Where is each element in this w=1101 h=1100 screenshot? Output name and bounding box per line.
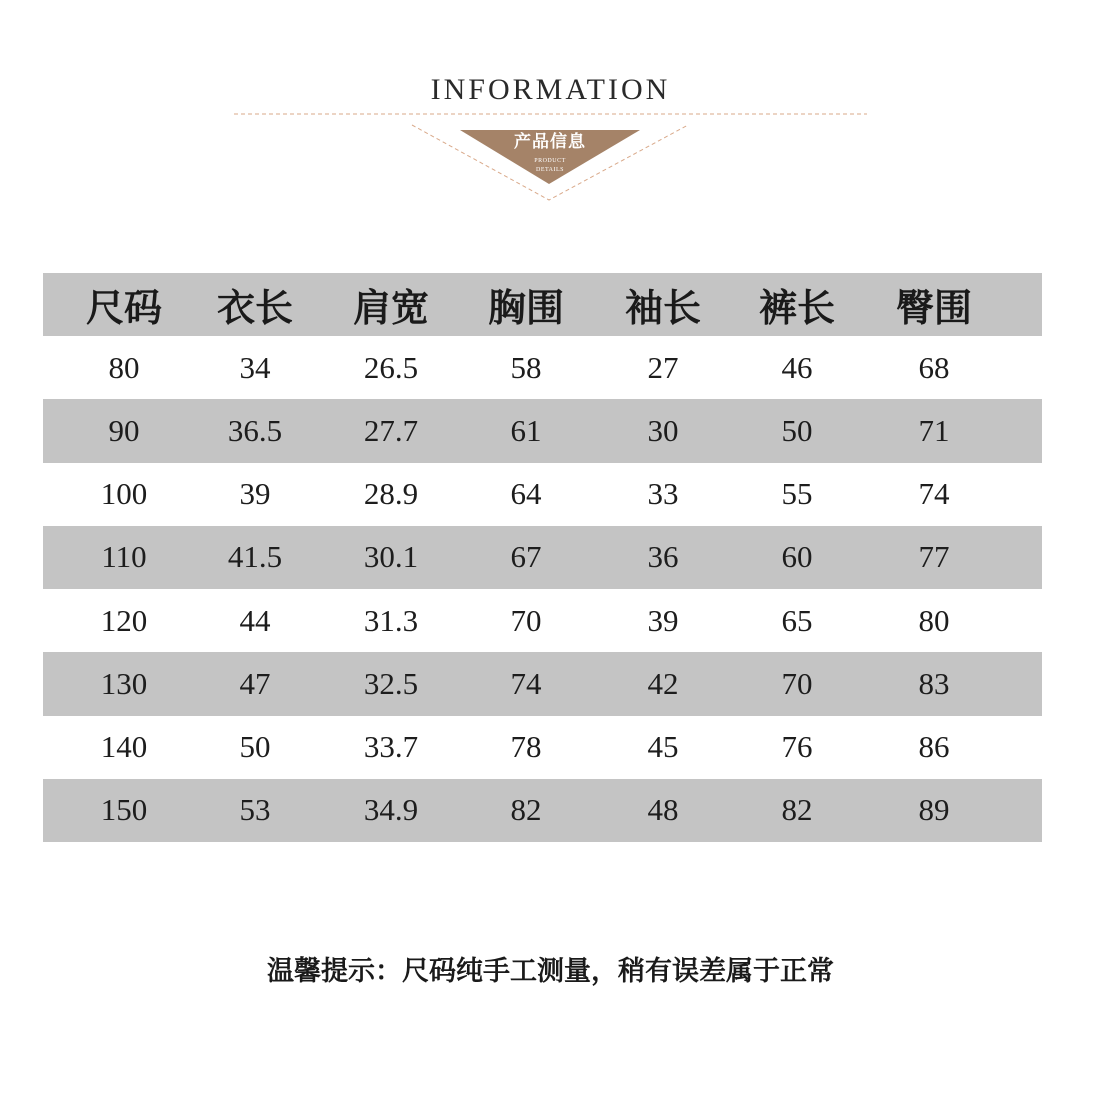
column-header-pants-length: 裤长 xyxy=(758,286,835,330)
table-cell: 90 xyxy=(108,412,140,448)
column-header-hip: 臀围 xyxy=(895,286,972,330)
table-header-row xyxy=(43,273,1042,336)
table-cell: 31.3 xyxy=(363,602,419,638)
badge-subtitle-line2: DETAILS xyxy=(535,167,564,173)
table-cell: 67 xyxy=(510,539,542,575)
table-cell: 110 xyxy=(101,539,147,575)
table-cell: 44 xyxy=(239,602,271,638)
table-row xyxy=(43,399,1042,462)
table-cell: 27.7 xyxy=(363,412,419,448)
header-title: INFORMATION xyxy=(430,73,671,106)
table-cell: 30.1 xyxy=(363,539,419,575)
table-cell: 48 xyxy=(647,792,679,828)
table-cell: 65 xyxy=(781,602,813,638)
table-cell: 74 xyxy=(510,665,542,701)
table-cell: 55 xyxy=(781,476,813,512)
badge-subtitle-line1: PRODUCT xyxy=(534,158,566,164)
column-header-size: 尺码 xyxy=(85,286,162,330)
table-cell: 53 xyxy=(239,792,271,828)
table-row xyxy=(43,336,1042,399)
table-cell: 70 xyxy=(510,602,542,638)
table-cell: 45 xyxy=(647,729,679,765)
table-cell: 150 xyxy=(100,792,148,828)
table-cell: 27 xyxy=(647,349,679,385)
table-row xyxy=(43,716,1042,779)
header-decoration xyxy=(0,105,1101,205)
table-cell: 50 xyxy=(781,412,813,448)
table-cell: 80 xyxy=(918,602,950,638)
table-cell: 64 xyxy=(510,476,542,512)
table-cell: 60 xyxy=(781,539,813,575)
table-cell: 78 xyxy=(510,729,542,765)
column-header-chest: 胸围 xyxy=(487,286,564,330)
column-header-shoulder: 肩宽 xyxy=(352,286,429,330)
table-cell: 77 xyxy=(918,539,950,575)
table-cell: 82 xyxy=(781,792,813,828)
table-cell: 120 xyxy=(100,602,148,638)
table-cell: 46 xyxy=(781,349,813,385)
table-cell: 32.5 xyxy=(363,665,419,701)
footer-note: 温馨提示：尺码纯手工测量，稍有误差属于正常 xyxy=(267,956,834,987)
table-cell: 42 xyxy=(647,665,679,701)
table-cell: 68 xyxy=(918,349,950,385)
table-cell: 70 xyxy=(781,665,813,701)
table-cell: 140 xyxy=(100,729,148,765)
table-cell: 33.7 xyxy=(363,729,419,765)
table-cell: 36 xyxy=(647,539,679,575)
table-cell: 76 xyxy=(781,729,813,765)
column-header-sleeve: 袖长 xyxy=(624,286,701,330)
table-cell: 58 xyxy=(510,349,542,385)
table-cell: 100 xyxy=(100,476,148,512)
table-cell: 28.9 xyxy=(363,476,419,512)
table-row xyxy=(43,589,1042,652)
table-cell: 34.9 xyxy=(363,792,419,828)
table-cell: 74 xyxy=(918,476,950,512)
size-table xyxy=(43,273,1042,842)
table-cell: 80 xyxy=(108,349,140,385)
table-cell: 47 xyxy=(239,665,271,701)
table-cell: 83 xyxy=(918,665,950,701)
table-row xyxy=(43,463,1042,526)
table-row xyxy=(43,652,1042,715)
table-cell: 130 xyxy=(100,665,148,701)
table-cell: 39 xyxy=(647,602,679,638)
table-row xyxy=(43,779,1042,842)
table-cell: 26.5 xyxy=(363,349,419,385)
table-cell: 30 xyxy=(647,412,679,448)
table-cell: 82 xyxy=(510,792,542,828)
table-cell: 36.5 xyxy=(227,412,283,448)
column-header-length: 衣长 xyxy=(216,286,293,330)
table-cell: 33 xyxy=(647,476,679,512)
table-cell: 39 xyxy=(239,476,271,512)
table-cell: 61 xyxy=(510,412,542,448)
table-cell: 34 xyxy=(239,349,271,385)
table-cell: 50 xyxy=(239,729,271,765)
table-cell: 71 xyxy=(918,412,950,448)
table-row xyxy=(43,526,1042,589)
badge-title: 产品信息 xyxy=(514,132,586,152)
table-cell: 86 xyxy=(918,729,950,765)
table-cell: 41.5 xyxy=(227,539,283,575)
table-cell: 89 xyxy=(918,792,950,828)
